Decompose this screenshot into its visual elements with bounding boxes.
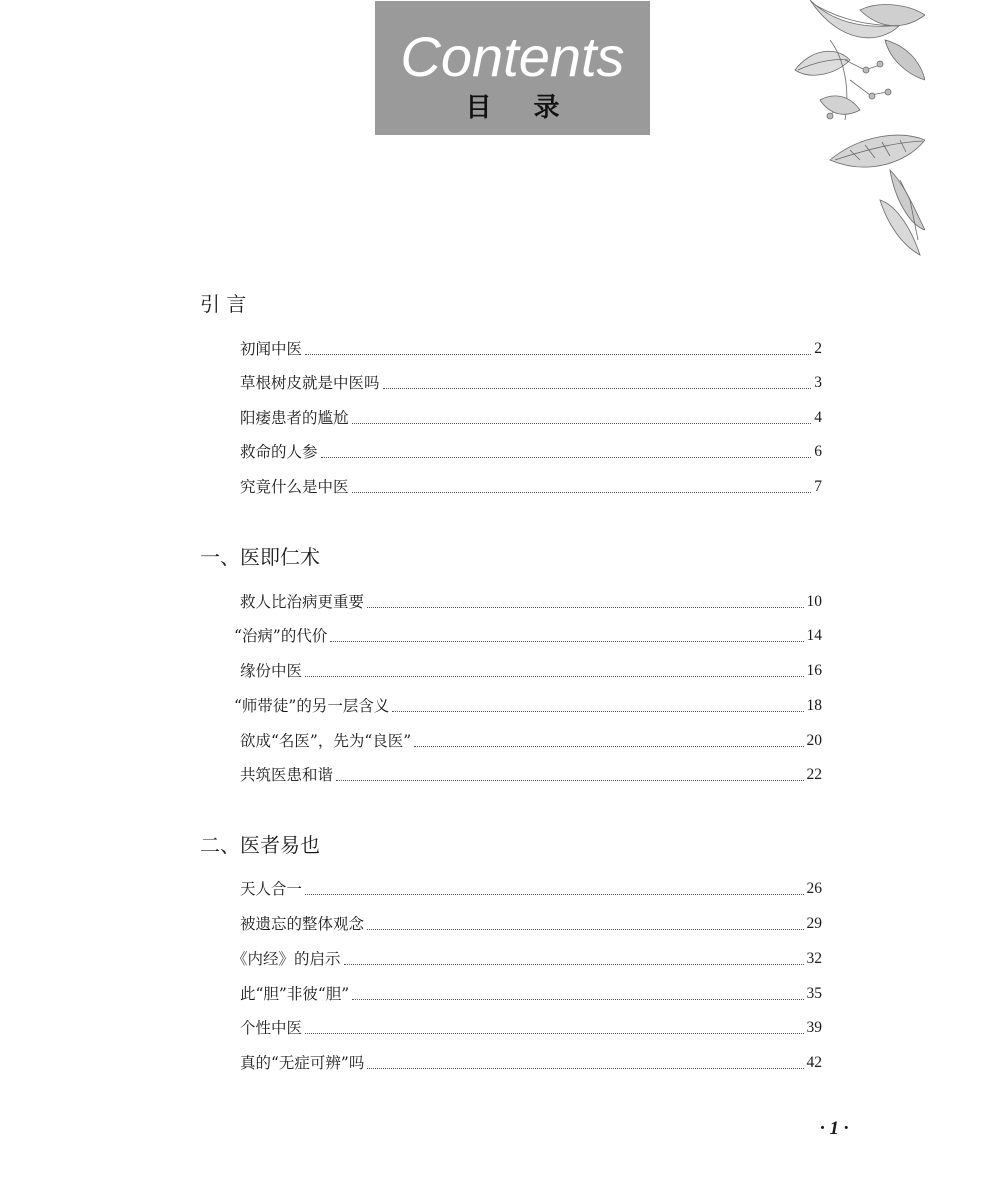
dot-leader (392, 710, 803, 712)
toc-entry-page: 4 (814, 409, 822, 426)
toc-entry-label: 救命的人参 (240, 443, 318, 461)
toc-entry[interactable] (240, 474, 822, 498)
dot-leader (305, 353, 811, 355)
toc-entry-label: 个性中医 (240, 1019, 303, 1037)
toc-entry-page: 16 (806, 662, 822, 679)
toc-entry-page: 20 (806, 732, 822, 749)
toc-entry-label: 阳痿患者的尴尬 (240, 409, 349, 427)
section-title: 引 言 (200, 292, 247, 316)
toc-entry-label: 缘份中医 (240, 662, 303, 680)
dot-leader (352, 422, 812, 424)
toc-entry[interactable] (234, 693, 822, 717)
toc-entry-label: 被遗忘的整体观念 (240, 915, 365, 933)
toc-entry[interactable] (240, 658, 822, 682)
contents-title-en: Contents (400, 25, 625, 88)
toc-entry[interactable] (240, 876, 822, 900)
toc-entry-page: 2 (814, 340, 822, 357)
toc-entry-page: 14 (806, 627, 822, 644)
dot-leader (330, 640, 803, 642)
toc-entry-page: 32 (806, 950, 822, 967)
contents-header (375, 1, 650, 135)
toc-entry[interactable] (240, 1015, 822, 1039)
dot-leader (344, 963, 804, 965)
toc-entry-page: 7 (814, 478, 822, 495)
toc-entry[interactable] (240, 911, 822, 935)
section-title: 二、医者易也 (200, 833, 320, 857)
toc-entry-label: 欲成“名医”，先为“良医” (240, 732, 412, 750)
toc-entry-page: 39 (806, 1019, 822, 1036)
toc-entry-page: 26 (806, 880, 822, 897)
toc-entry-label: 真的“无症可辨”吗 (240, 1054, 365, 1072)
dot-leader (367, 928, 803, 930)
toc-entry-page: 6 (814, 443, 822, 460)
toc-entry-page: 29 (806, 915, 822, 932)
toc-entry[interactable] (240, 405, 822, 429)
toc-entry[interactable] (234, 623, 822, 647)
page-number: · 1 · (820, 1118, 849, 1139)
dot-leader (336, 779, 803, 781)
toc-section-intro (200, 290, 830, 510)
section-title: 一、医即仁术 (200, 545, 320, 569)
dot-leader (414, 745, 803, 747)
toc-entry-label: “师带徒”的另一层含义 (234, 697, 390, 715)
toc-entry-label: 共筑医患和谐 (240, 766, 334, 784)
toc-entry[interactable] (240, 981, 822, 1005)
dot-leader (305, 893, 803, 895)
toc-section-2 (200, 831, 830, 1081)
toc-entry[interactable] (240, 439, 822, 463)
toc-entry[interactable] (232, 946, 822, 970)
dot-leader (352, 491, 812, 493)
toc-entry-label: 究竟什么是中医 (240, 478, 349, 496)
toc-entry-label: 救人比治病更重要 (240, 593, 365, 611)
botanical-illustration-icon (790, 0, 925, 258)
dot-leader (305, 1032, 803, 1034)
toc-entry[interactable] (240, 1050, 822, 1074)
dot-leader (367, 1067, 803, 1069)
dot-leader (383, 387, 812, 389)
dot-leader (305, 675, 803, 677)
toc-entry-label: 《内经》的启示 (232, 950, 341, 968)
toc-entry-label: 初闻中医 (240, 340, 303, 358)
dot-leader (321, 456, 812, 458)
toc-entry[interactable] (240, 589, 822, 613)
toc-entry-label: 草根树皮就是中医吗 (240, 374, 380, 392)
dot-leader (352, 998, 803, 1000)
toc-entry-label: “治病”的代价 (234, 627, 328, 645)
toc-entry-page: 18 (806, 697, 822, 714)
toc-entry-page: 42 (806, 1054, 822, 1071)
toc-entry-page: 22 (806, 766, 822, 783)
toc-entry-page: 3 (814, 374, 822, 391)
toc-entry-label: 天人合一 (240, 880, 303, 898)
toc-entry[interactable] (240, 370, 822, 394)
toc-entry-page: 35 (806, 985, 822, 1002)
toc-entry[interactable] (240, 728, 822, 752)
toc-entry-label: 此“胆”非彼“胆” (240, 985, 350, 1003)
dot-leader (367, 606, 803, 608)
toc-entry[interactable] (240, 762, 822, 786)
toc-entry[interactable] (240, 336, 822, 360)
toc-section-1 (200, 543, 830, 793)
toc-entry-page: 10 (806, 593, 822, 610)
contents-title-zh: 目录 (465, 93, 602, 123)
